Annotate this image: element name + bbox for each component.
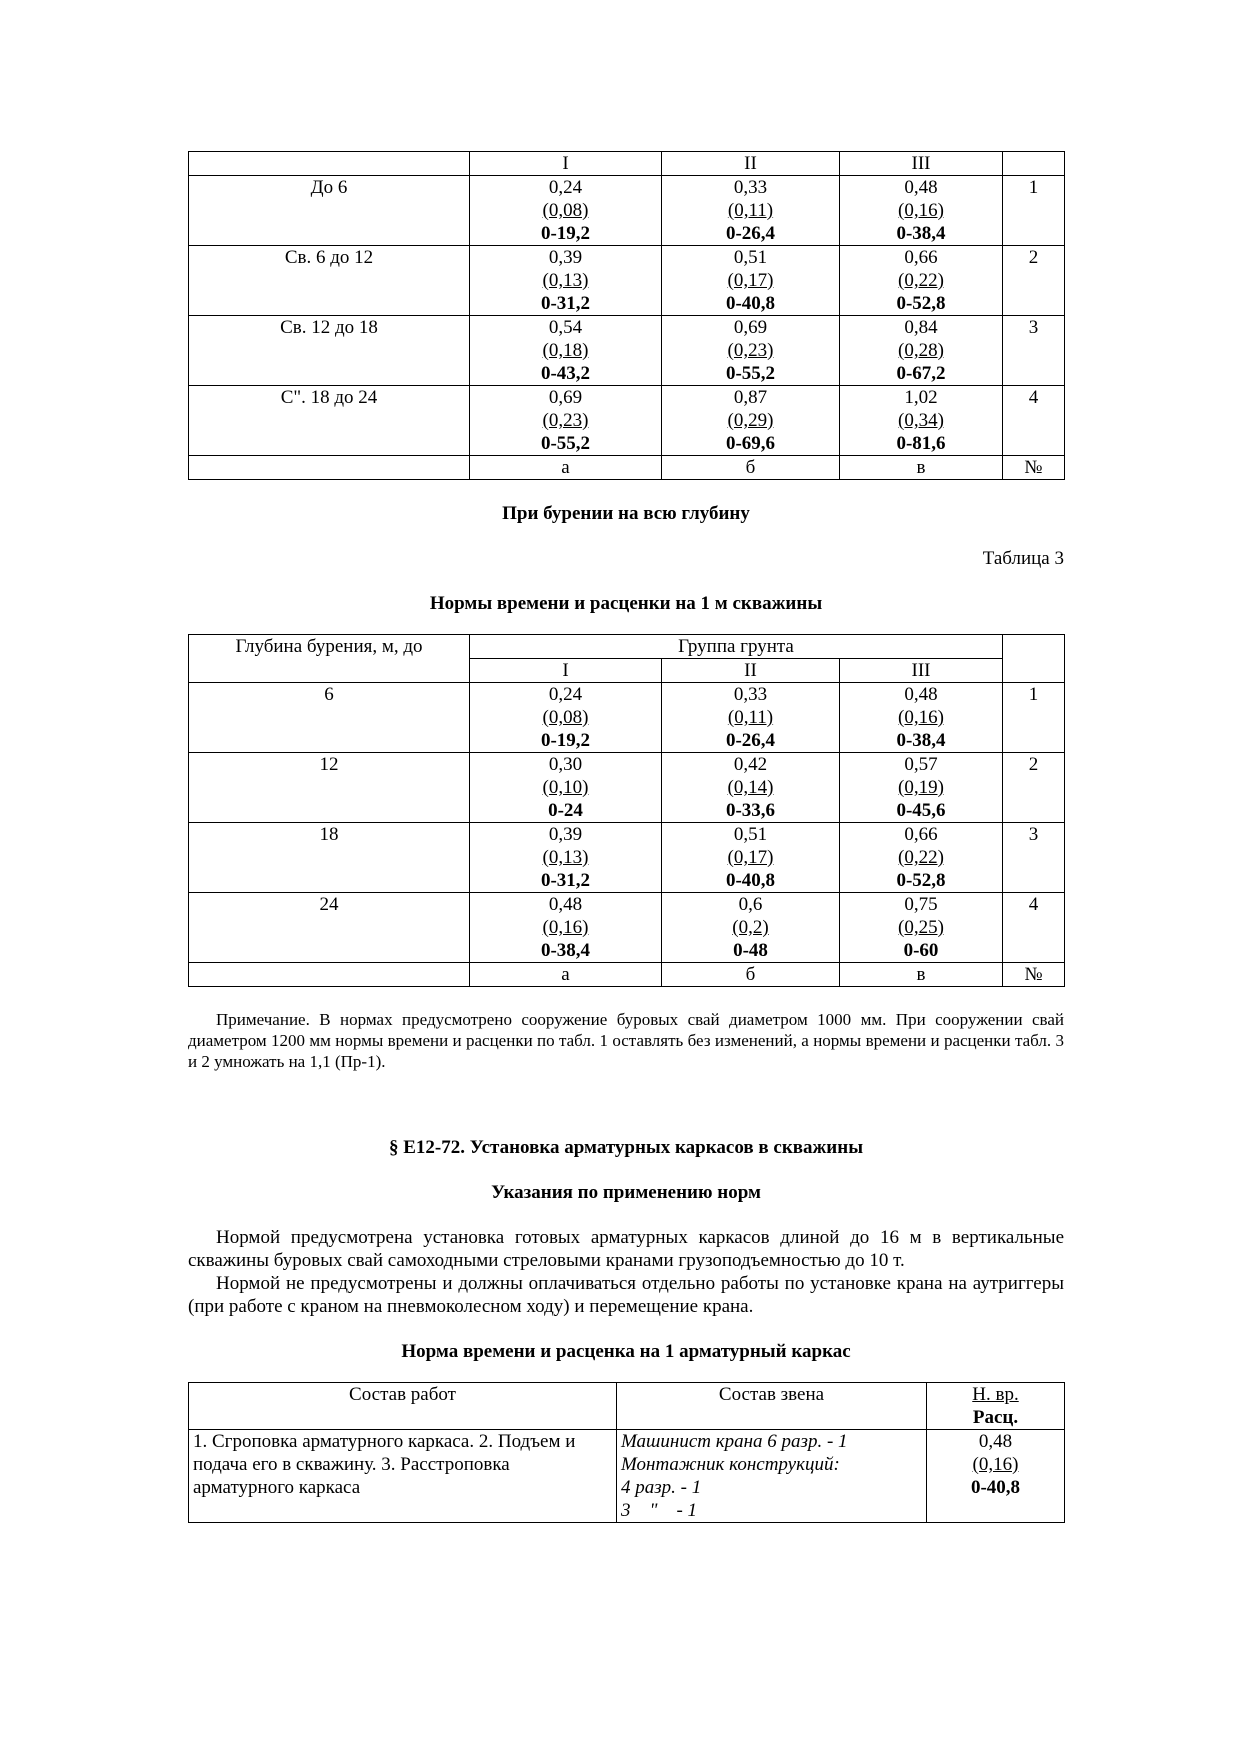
depth-cell: 24 [189, 893, 470, 963]
table-header-cell: II [662, 152, 840, 176]
table-row [189, 246, 1065, 316]
table-work-composition [188, 1382, 1065, 1523]
depth-cell: 12 [189, 753, 470, 823]
table-footer-cell: б [662, 456, 840, 480]
depth-cell: Св. 12 до 18 [189, 316, 470, 386]
table-footer-cell: а [470, 963, 662, 987]
table-footer-cell: в [840, 456, 1003, 480]
value-cell: 0,48 (0,16) 0-38,4 [840, 683, 1003, 753]
row-number-cell: 4 [1003, 893, 1065, 963]
value-cell: 0,39 (0,13) 0-31,2 [470, 823, 662, 893]
depth-cell: 18 [189, 823, 470, 893]
value-cell: 0,51 (0,17) 0-40,8 [662, 246, 840, 316]
value-cell: 0,33 (0,11) 0-26,4 [662, 683, 840, 753]
depth-header-cell: Глубина бурения, м, до [189, 635, 470, 683]
value-cell: 0,48 (0,16) 0-38,4 [470, 893, 662, 963]
value-cell: 0,75 (0,25) 0-60 [840, 893, 1003, 963]
row-number-cell: 3 [1003, 823, 1065, 893]
row-number-cell: 4 [1003, 386, 1065, 456]
table-row [189, 176, 1065, 246]
value-cell: 0,87 (0,29) 0-69,6 [662, 386, 840, 456]
row-number-cell: 2 [1003, 753, 1065, 823]
table-row [189, 1430, 1065, 1523]
value-cell: 0,6 (0,2) 0-48 [662, 893, 840, 963]
table-header-cell [1003, 152, 1065, 176]
value-cell: 0,24 (0,08) 0-19,2 [470, 176, 662, 246]
table-row [189, 683, 1065, 753]
depth-cell: 6 [189, 683, 470, 753]
body-paragraph-2: Нормой не предусмотрены и должны оплачиваться отдельно работы по установке крана на аутриггеры (при работе с краном на пневмоколесном ходу) и перемещение крана. [188, 1273, 1064, 1317]
value-cell: 0,30 (0,10) 0-24 [470, 753, 662, 823]
table-footer-row [189, 456, 1065, 480]
group-header-cell: Группа грунта [470, 635, 1003, 659]
table-row [189, 823, 1065, 893]
value-cell: 0,84 (0,28) 0-67,2 [840, 316, 1003, 386]
heading-full-depth: При бурении на всю глубину [502, 503, 750, 524]
value-cell: 0,66 (0,22) 0-52,8 [840, 246, 1003, 316]
empty-header-cell [1003, 635, 1065, 683]
table-header-cell [189, 152, 470, 176]
row-number-cell: 3 [1003, 316, 1065, 386]
document-page [188, 151, 1064, 1523]
table3-title: Нормы времени и расценки на 1 м скважины [429, 593, 823, 614]
table-footer-cell: в [840, 963, 1003, 987]
value-cell: 1,02 (0,34) 0-81,6 [840, 386, 1003, 456]
row-number-cell: 1 [1003, 683, 1065, 753]
table-footer-cell [189, 456, 470, 480]
value-cell: 0,42 (0,14) 0-33,6 [662, 753, 840, 823]
table3-label: Таблица 3 [982, 548, 1064, 569]
table-row [189, 316, 1065, 386]
table-header-row [189, 152, 1065, 176]
row-number-cell: 2 [1003, 246, 1065, 316]
table-header-cell: III [840, 152, 1003, 176]
norm-value-cell: 0,48 (0,16) 0-40,8 [927, 1430, 1065, 1523]
value-cell: 0,39 (0,13) 0-31,2 [470, 246, 662, 316]
table-continuation [188, 151, 1065, 480]
depth-cell: До 6 [189, 176, 470, 246]
value-cell: 0,33 (0,11) 0-26,4 [662, 176, 840, 246]
table-footer-cell: б [662, 963, 840, 987]
value-cell: 0,69 (0,23) 0-55,2 [662, 316, 840, 386]
work-cell: 1. Сгроповка арматурного каркаса. 2. Подъем и подача его в скважину. 3. Расстроповка арматурного каркаса [189, 1430, 617, 1523]
table-footer-cell: № [1003, 963, 1065, 987]
group-cell: II [662, 659, 840, 683]
table-c-title: Норма времени и расценка на 1 арматурный каркас [401, 1341, 851, 1362]
group-cell: III [840, 659, 1003, 683]
value-cell: 0,51 (0,17) 0-40,8 [662, 823, 840, 893]
value-cell: 0,24 (0,08) 0-19,2 [470, 683, 662, 753]
body-paragraph-1: Нормой предусмотрена установка готовых арматурных каркасов длиной до 16 м в вертикальные скважины буровых свай самоходными стреловыми кранами грузоподъемностью до 10 т. [188, 1227, 1064, 1271]
depth-cell: Св. 6 до 12 [189, 246, 470, 316]
group-cell: I [470, 659, 662, 683]
work-header-cell: Состав работ [189, 1383, 617, 1430]
depth-cell: С". 18 до 24 [189, 386, 470, 456]
value-cell: 0,69 (0,23) 0-55,2 [470, 386, 662, 456]
table-3 [188, 634, 1065, 987]
table-row [189, 386, 1065, 456]
table-footer-cell: а [470, 456, 662, 480]
table-header-row [189, 635, 1065, 659]
norm-header-cell: Н. вр. Расц. [927, 1383, 1065, 1430]
table-row [189, 753, 1065, 823]
guidance-title: Указания по применению норм [491, 1182, 761, 1203]
table-header-row [189, 1383, 1065, 1430]
row-number-cell: 1 [1003, 176, 1065, 246]
value-cell: 0,66 (0,22) 0-52,8 [840, 823, 1003, 893]
note-paragraph: Примечание. В нормах предусмотрено сооружение буровых свай диаметром 1000 мм. При сооружении свай диаметром 1200 мм нормы времени и расценки по табл. 1 оставлять без изменений, а нормы времени и расценки табл. 3 и 2 умножать на 1,1 (Пр-1). [188, 1010, 1064, 1071]
value-cell: 0,48 (0,16) 0-38,4 [840, 176, 1003, 246]
table-header-cell: I [470, 152, 662, 176]
table-footer-cell [189, 963, 470, 987]
value-cell: 0,54 (0,18) 0-43,2 [470, 316, 662, 386]
table-row [189, 893, 1065, 963]
section-title: § Е12-72. Установка арматурных каркасов в скважины [388, 1137, 864, 1158]
table-footer-row [189, 963, 1065, 987]
table-footer-cell: № [1003, 456, 1065, 480]
crew-cell: Машинист крана 6 разр. - 1 Монтажник конструкций: 4 разр. - 1 3 " - 1 [617, 1430, 927, 1523]
crew-header-cell: Состав звена [617, 1383, 927, 1430]
value-cell: 0,57 (0,19) 0-45,6 [840, 753, 1003, 823]
